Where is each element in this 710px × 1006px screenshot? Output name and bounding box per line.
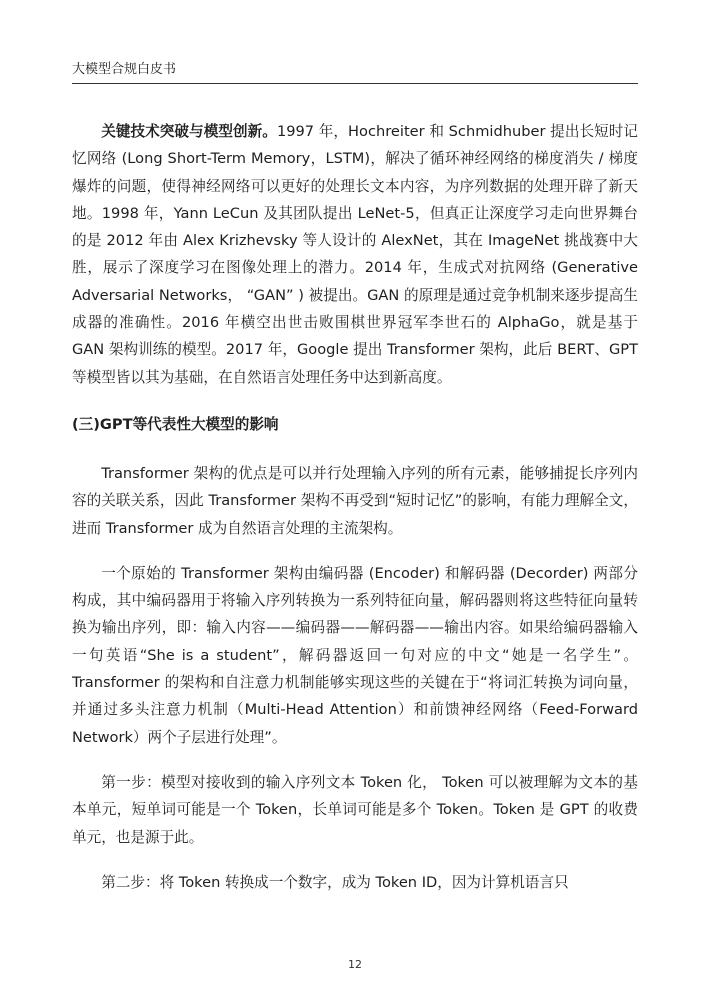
paragraph-transformer-advantages: Transformer 架构的优点是可以并行处理输入序列的所有元素，能够捕捉长序列内容的关联关系，因此 Transformer 架构不再受到“短时记忆”的影响，有能力理解全文，进而 Transformer 成为自然语言处理的主流架构。 xyxy=(72,464,638,537)
paragraph-key-breakthroughs xyxy=(72,118,638,391)
page-number: 12 xyxy=(348,958,362,971)
section-heading: (三)GPT等代表性大模型的影响 xyxy=(72,415,279,433)
paragraph-lead-bold: 关键技术突破与模型创新。 xyxy=(101,123,277,140)
paragraph-text: 1997 年，Hochreiter 和 Schmidhuber 提出长短时记忆网络 (Long Short-Term Memory，LSTM)，解决了循环神经网络的梯度消失 / 梯度爆炸的问题，使得神经网络可以更好的处理长文本内容，为序列数据的处理开辟了新天地。1998 年，Yann LeCun 及其团队提出 LeNet-5，但真正让深度学习走向世界舞台的是 2012 年由 Alex Krizhevsky 等人设计的 AlexNet，其在 ImageNet 挑战赛中大胜，展示了深度学习在图像处理上的潜力。2014 年，生成式对抗网络 (Generative Adversarial Networks， “GAN” ) 被提出。GAN 的原理是通过竞争机制来逐步提高生成器的准确性。2016 年横空出世击败围棋世界冠军李世石的 AlphaGo，就是基于 GAN 架构训练的模型。2017 年，Google 提出 Transformer 架构，此后 BERT、GPT 等模型皆以其为基础，在自然语言处理任务中达到新高度。 xyxy=(72,123,638,386)
paragraph-encoder-decoder: 一个原始的 Transformer 架构由编码器 (Encoder) 和解码器 (Decorder) 两部分构成，其中编码器用于将输入序列转换为一系列特征向量，解码器则将这些特征向量转换为输出序列，即：输入内容——编码器——解码器——输出内容。如果给编码器输入一句英语“She is a student”，解码器返回一句对应的中文“她是一名学生”。Transformer 的架构和自注意力机制能够实现这些的关键在于“将词汇转换为词向量，并通过多头注意力机制（Multi-Head Attention）和前馈神经网络（Feed-Forward Network）两个子层进行处理”。 xyxy=(72,564,638,746)
paragraph-step-one: 第一步：模型对接收到的输入序列文本 Token 化， Token 可以被理解为文本的基本单元，短单词可能是一个 Token，长单词可能是多个 Token。Token 是 GPT 的收费单元，也是源于此。 xyxy=(72,773,638,846)
paragraph-step-two: 第二步：将 Token 转换成一个数字，成为 Token ID，因为计算机语言只 xyxy=(101,873,569,891)
header-rule xyxy=(72,83,638,84)
document-body xyxy=(72,118,638,914)
running-header: 大模型合规白皮书 xyxy=(72,62,177,77)
